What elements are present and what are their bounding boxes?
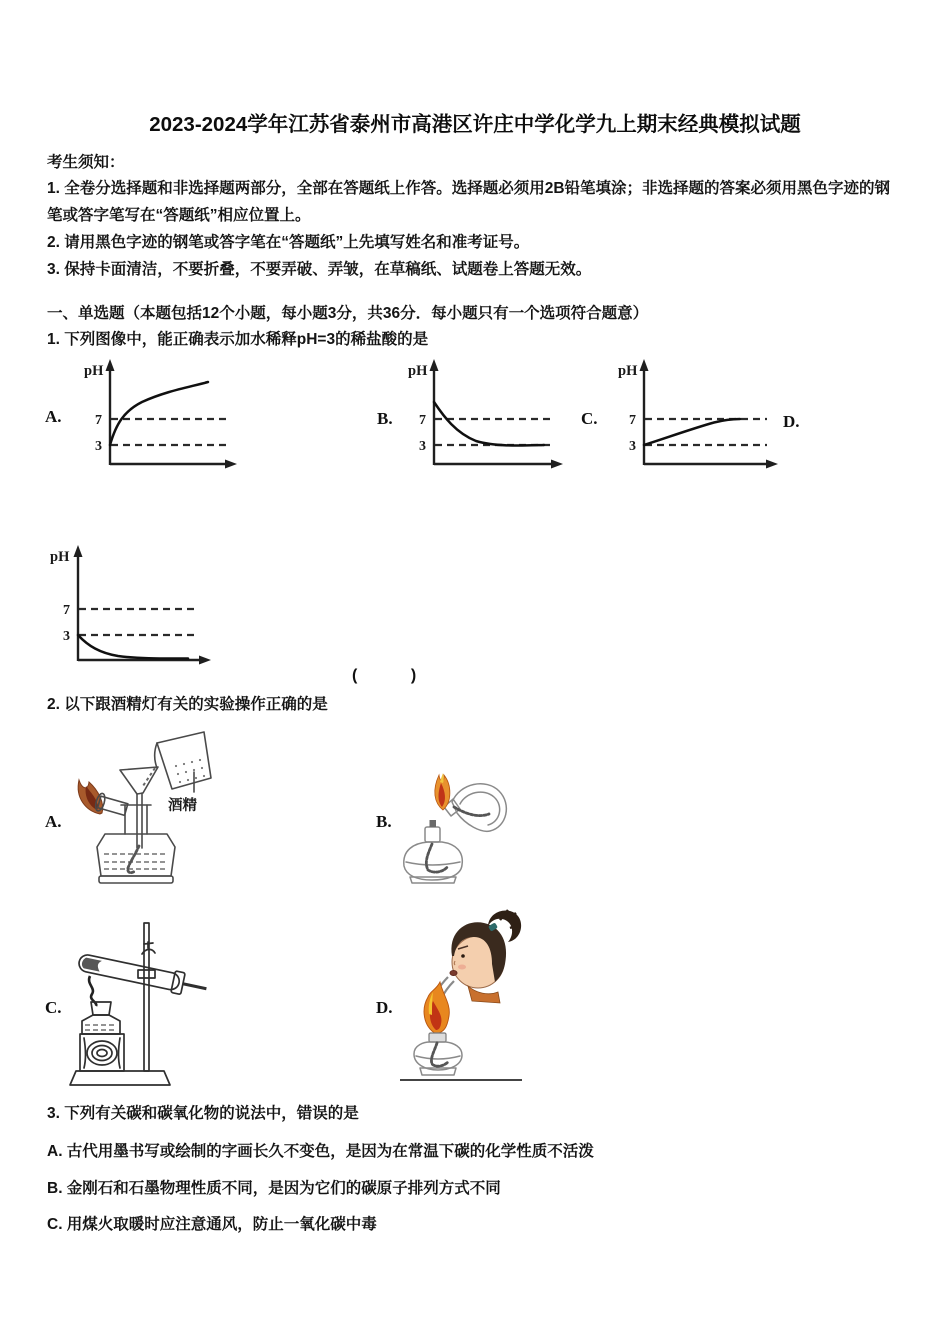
- q1-stem: 1. 下列图像中，能正确表示加水稀释pH=3的稀盐酸的是: [47, 331, 429, 348]
- q2-option-label-d: D.: [376, 998, 393, 1017]
- q2-option-label-b: B.: [376, 812, 392, 831]
- q1-option-label-d: D.: [783, 412, 800, 431]
- q2-illustration-d-blowing-out-lamp: [396, 904, 528, 1089]
- tilted-lamp: [452, 784, 506, 832]
- q3-option-a: A. 古代用墨书写或绘制的字画长久不变色，是因为在常温下碳的化学性质不活泼: [47, 1143, 594, 1160]
- girl-collar: [468, 986, 500, 1003]
- beaker: [157, 732, 211, 789]
- q1-graph-a-ph-curve-rising-above-7: [78, 356, 246, 476]
- svg-text:pH: pH: [408, 363, 428, 379]
- svg-text:7: 7: [419, 413, 426, 428]
- q2-option-label-c: C.: [45, 998, 62, 1017]
- svg-text:7: 7: [95, 413, 102, 428]
- q1-option-label-c: C.: [581, 409, 598, 428]
- q1-option-label-a: A.: [45, 407, 62, 426]
- alcohol-label: 酒精: [168, 798, 197, 814]
- svg-text:pH: pH: [50, 549, 70, 565]
- q3-option-c: C. 用煤火取暖时应注意通风，防止一氧化碳中毒: [47, 1216, 377, 1233]
- notice-item-3: 3. 保持卡面清洁，不要折叠，不要弄破、弄皱，在草稿纸、试题卷上答题无效。: [47, 261, 592, 278]
- girl-mouth: [450, 970, 457, 975]
- q3-stem: 3. 下列有关碳和碳氧化物的说法中，错误的是: [47, 1105, 359, 1122]
- notice-title: 考生须知：: [47, 154, 125, 171]
- q2-illustration-a-adding-alcohol-to-lit-lamp: [58, 726, 283, 891]
- q2-stem: 2. 以下跟酒精灯有关的实验操作正确的是: [47, 696, 328, 713]
- q2-illustration-c-test-tube-heated-on-stand: [60, 918, 265, 1093]
- q1-graph-c-ph-curve-leveling-at-7: [612, 356, 787, 476]
- q2-illustration-b-lighting-lamp-from-lamp: [394, 770, 524, 890]
- notice-item-2: 2. 请用黑色字迹的钢笔或答字笔在“答题纸”上先填写姓名和准考证号。: [47, 234, 530, 251]
- q3-option-b: B. 金刚石和石墨物理性质不同，是因为它们的碳原子排列方式不同: [47, 1180, 501, 1197]
- svg-text:3: 3: [419, 439, 426, 454]
- q1-option-label-b: B.: [377, 409, 393, 428]
- svg-text:3: 3: [95, 439, 102, 454]
- page-title: 2023-2024学年江苏省泰州市高港区许庄中学化学九上期末经典模拟试题: [149, 113, 801, 136]
- svg-text:pH: pH: [618, 363, 638, 379]
- q1-graph-b-ph-curve-falling-to-3: [402, 356, 572, 476]
- svg-text:pH: pH: [84, 363, 104, 379]
- q1-graph-d-ph-curve-falling-toward-0: [42, 540, 220, 672]
- stand-base: [70, 1071, 170, 1085]
- svg-text:7: 7: [629, 413, 636, 428]
- svg-text:3: 3: [63, 629, 70, 644]
- q2-answer-bracket: ( ): [352, 667, 419, 684]
- svg-text:3: 3: [629, 439, 636, 454]
- section-heading: 一、单选题（本题包括12个小题，每小题3分，共36分．每小题只有一个选项符合题意）: [47, 305, 649, 322]
- svg-text:7: 7: [63, 603, 70, 618]
- q2-option-label-a: A.: [45, 812, 62, 831]
- notice-item-1: 1. 全卷分选择题和非选择题两部分，全部在答题纸上作答。选择题必须用2B铅笔填涂；非选择题的答案必须用黑色字迹的钢笔或答字笔写在“答题纸”相应位置上。: [47, 180, 891, 224]
